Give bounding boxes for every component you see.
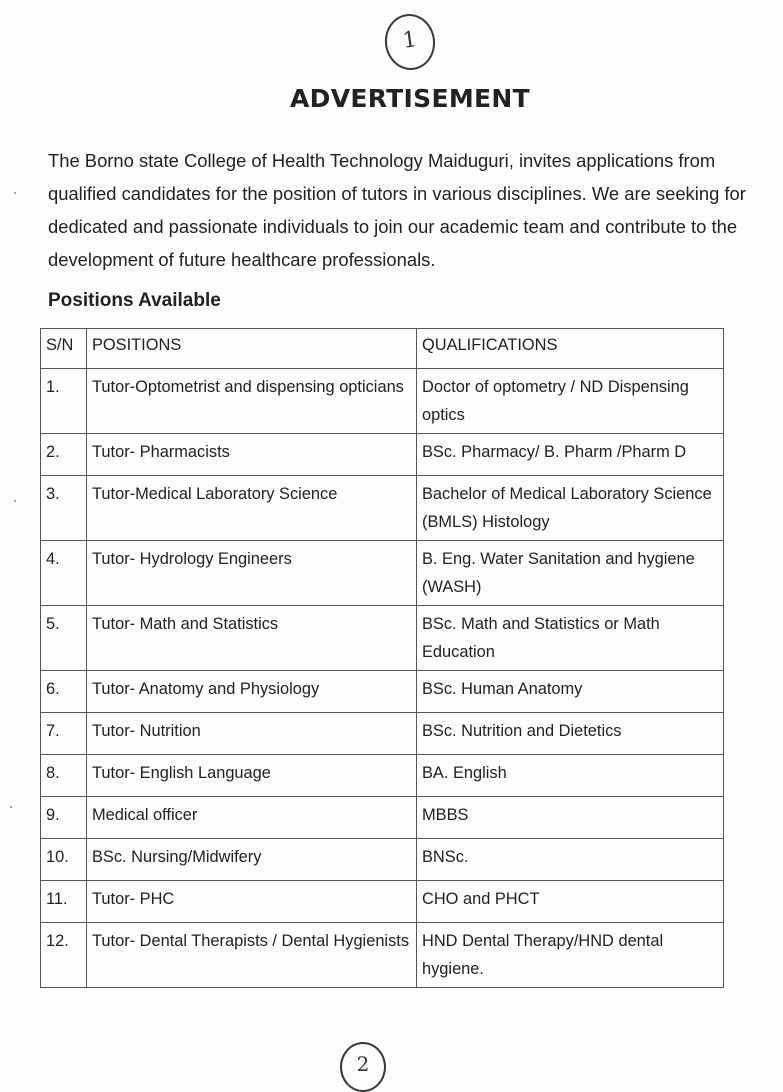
- row-sn: 6.: [41, 671, 87, 713]
- table-row: [41, 755, 724, 797]
- page-number-mark-bottom: 2: [340, 1042, 386, 1092]
- row-sn: 8.: [41, 755, 87, 797]
- row-qualification: MBBS: [417, 797, 724, 839]
- row-qualification: BSc. Nutrition and Dietetics: [417, 713, 724, 755]
- table-row: [41, 434, 724, 476]
- row-qualification: BA. English: [417, 755, 724, 797]
- table-row: [41, 476, 724, 541]
- row-qualification: CHO and PHCT: [417, 881, 724, 923]
- section-heading: Positions Available: [48, 290, 221, 311]
- scan-speck: [10, 806, 12, 808]
- table-row: [41, 606, 724, 671]
- row-qualification: HND Dental Therapy/HND dental hygiene.: [417, 923, 724, 988]
- row-sn: 5.: [41, 606, 87, 671]
- scan-speck: [14, 192, 16, 194]
- row-qualification: BSc. Human Anatomy: [417, 671, 724, 713]
- table-row: [41, 369, 724, 434]
- row-sn: 11.: [41, 881, 87, 923]
- page-number-mark-top: 1: [381, 11, 438, 73]
- table-row: [41, 713, 724, 755]
- table-row: [41, 881, 724, 923]
- row-position: Tutor- Nutrition: [87, 713, 417, 755]
- row-qualification: BSc. Pharmacy/ B. Pharm /Pharm D: [417, 434, 724, 476]
- row-position: Medical officer: [87, 797, 417, 839]
- page-title: ADVERTISEMENT: [290, 84, 530, 113]
- intro-paragraph: The Borno state College of Health Technology Maiduguri, invites applications from qualified candidates for the position of tutors in various disciplines. We are seeking for dedicated and passionate individuals to join our academic team and contribute to the development of future healthcare professionals.: [48, 150, 746, 270]
- header-sn: S/N: [41, 329, 87, 369]
- row-sn: 10.: [41, 839, 87, 881]
- row-sn: 2.: [41, 434, 87, 476]
- row-position: Tutor-Optometrist and dispensing opticians: [87, 369, 417, 434]
- row-qualification: BNSc.: [417, 839, 724, 881]
- table-row: [41, 839, 724, 881]
- header-qualifications: QUALIFICATIONS: [417, 329, 724, 369]
- table-row: [41, 541, 724, 606]
- table-header-row: [41, 329, 724, 369]
- row-position: Tutor- Dental Therapists / Dental Hygienists: [87, 923, 417, 988]
- scan-speck: [14, 500, 16, 502]
- row-qualification: B. Eng. Water Sanitation and hygiene (WASH): [417, 541, 724, 606]
- row-qualification: Bachelor of Medical Laboratory Science (BMLS) Histology: [417, 476, 724, 541]
- row-position: Tutor- English Language: [87, 755, 417, 797]
- row-sn: 9.: [41, 797, 87, 839]
- table-row: [41, 671, 724, 713]
- row-position: Tutor- PHC: [87, 881, 417, 923]
- row-sn: 7.: [41, 713, 87, 755]
- row-sn: 12.: [41, 923, 87, 988]
- row-sn: 1.: [41, 369, 87, 434]
- positions-table: [40, 328, 724, 988]
- row-sn: 4.: [41, 541, 87, 606]
- table-row: [41, 797, 724, 839]
- row-sn: 3.: [41, 476, 87, 541]
- row-position: Tutor- Anatomy and Physiology: [87, 671, 417, 713]
- row-qualification: Doctor of optometry / ND Dispensing optics: [417, 369, 724, 434]
- row-position: Tutor- Hydrology Engineers: [87, 541, 417, 606]
- row-position: Tutor- Math and Statistics: [87, 606, 417, 671]
- header-positions: POSITIONS: [87, 329, 417, 369]
- row-position: Tutor-Medical Laboratory Science: [87, 476, 417, 541]
- row-position: Tutor- Pharmacists: [87, 434, 417, 476]
- row-position: BSc. Nursing/Midwifery: [87, 839, 417, 881]
- row-qualification: BSc. Math and Statistics or Math Education: [417, 606, 724, 671]
- table-row: [41, 923, 724, 988]
